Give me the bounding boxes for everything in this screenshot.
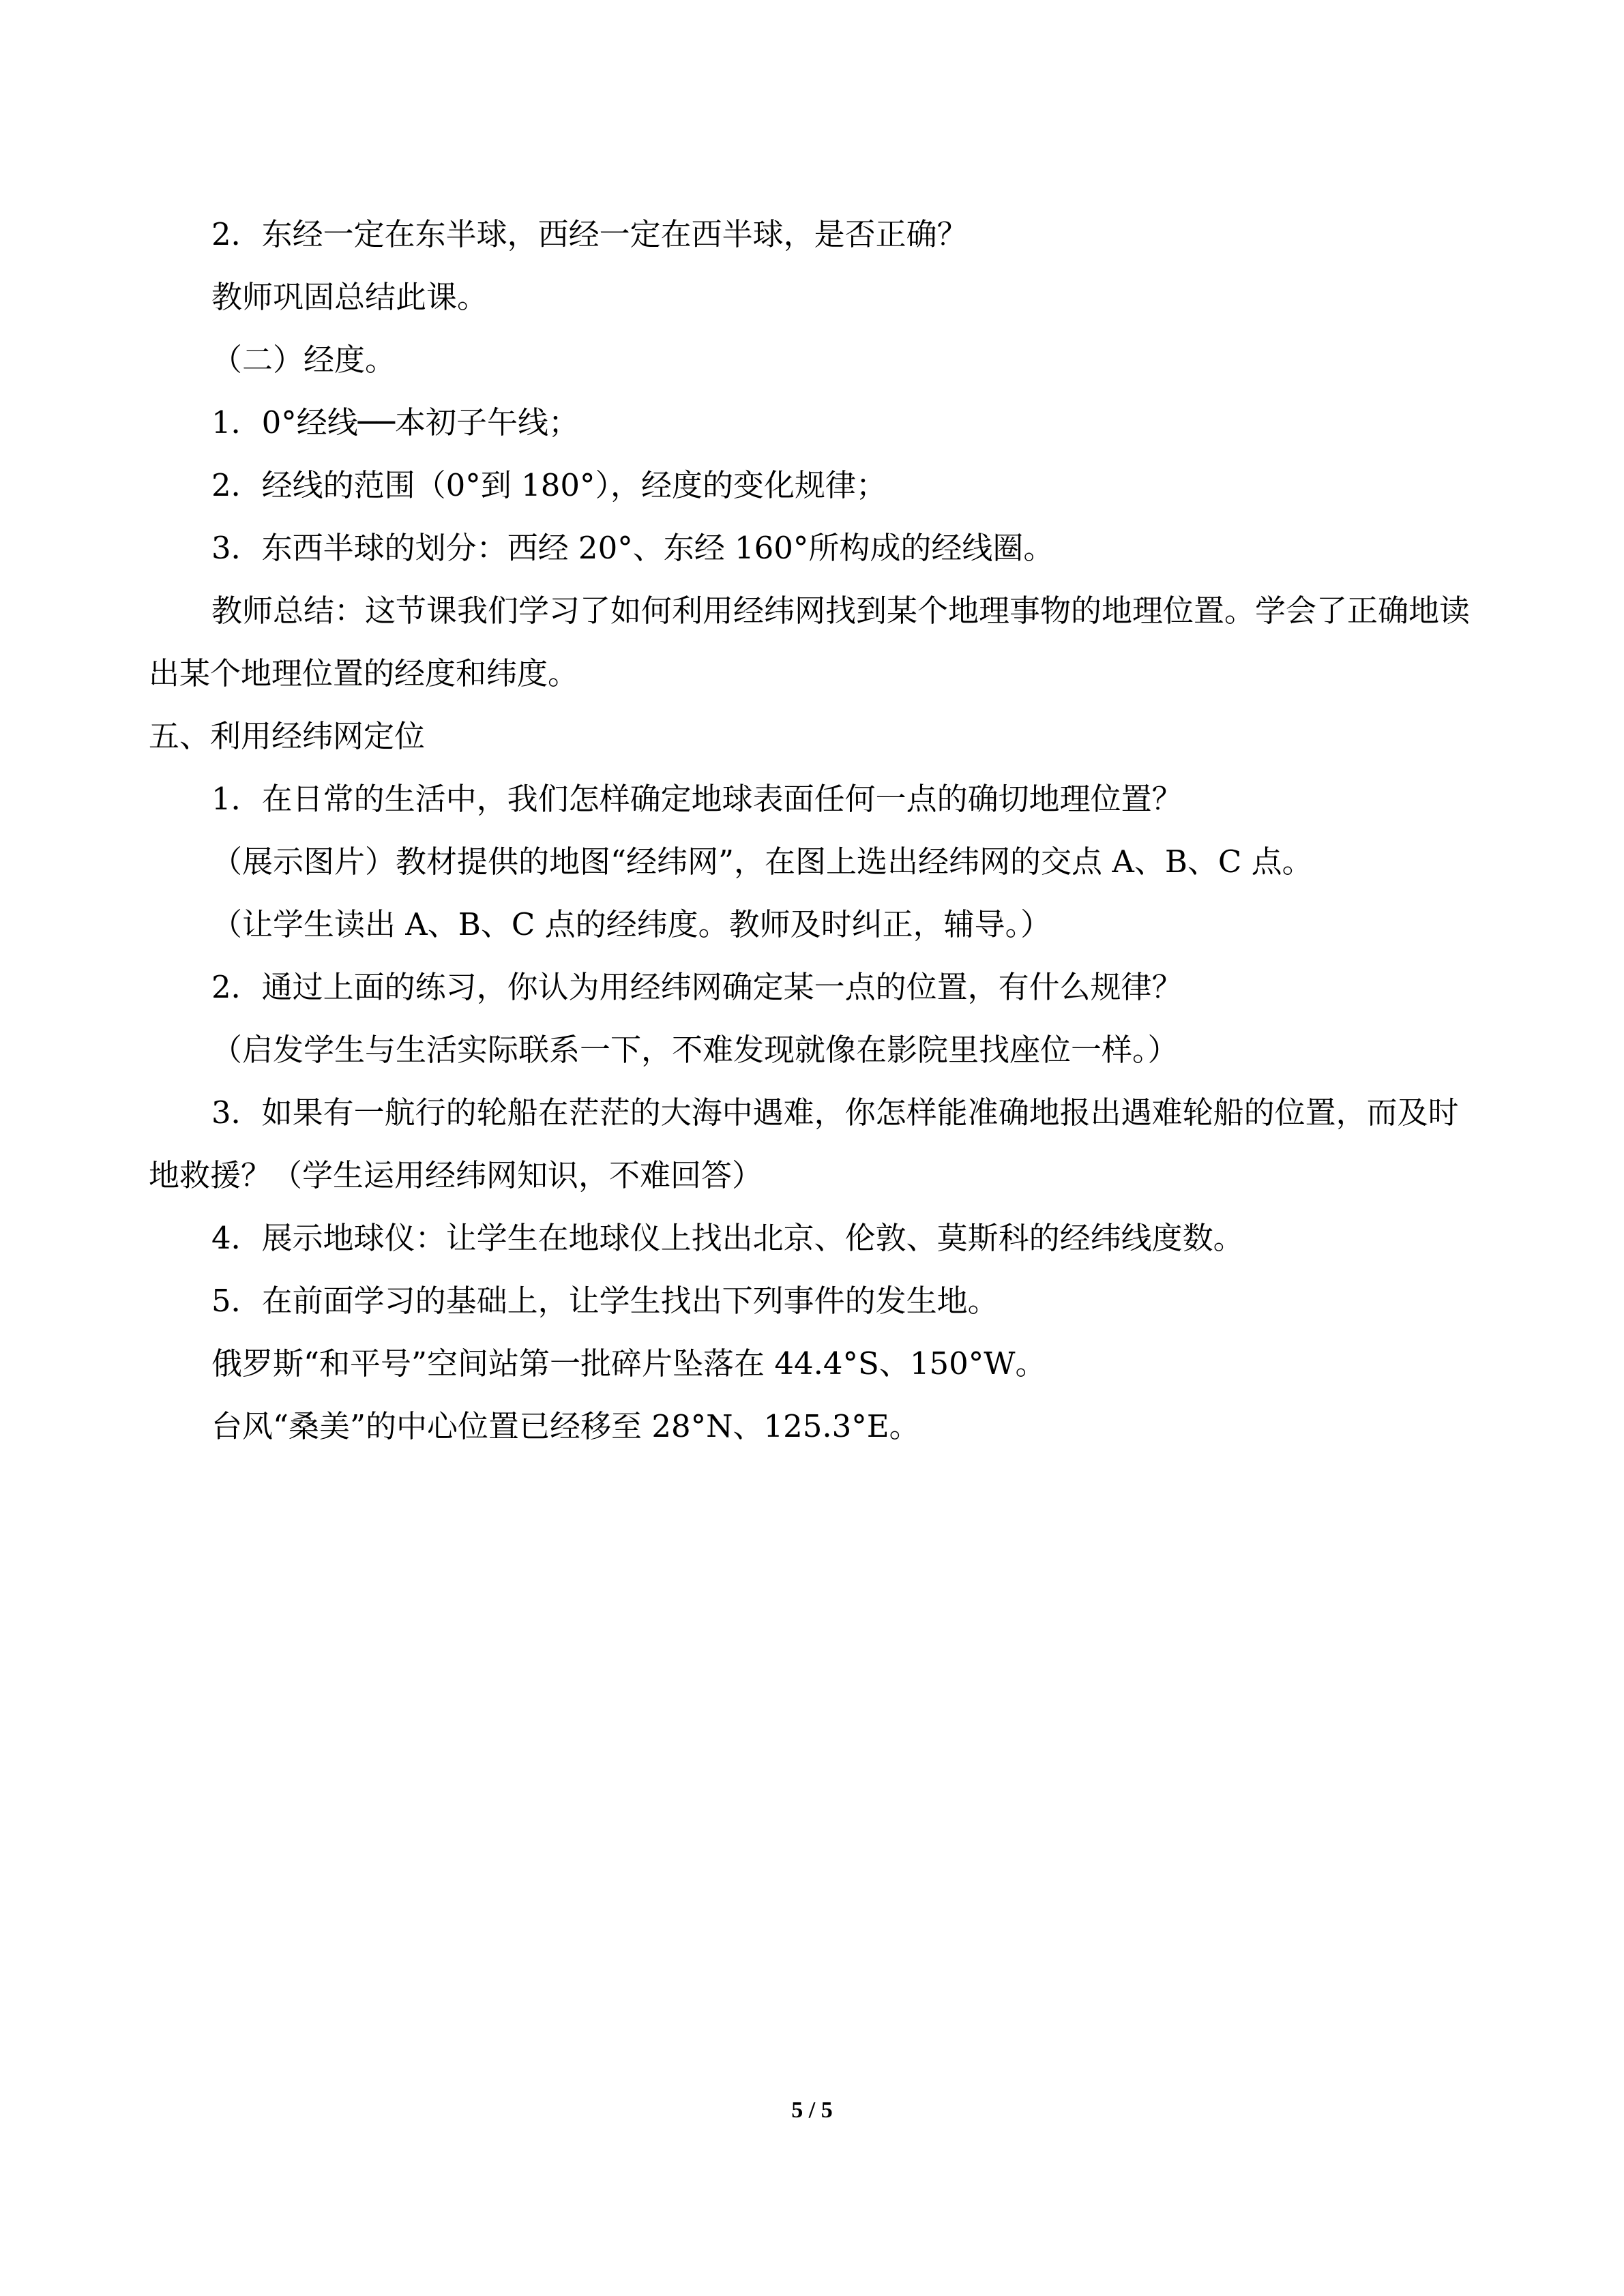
- paragraph-longitude-heading: （二）经度。: [211, 342, 396, 378]
- paragraph-inspire-students: （启发学生与生活实际联系一下，不难发现就像在影院里找座位一样。）: [211, 1032, 1179, 1068]
- paragraph-teacher-conclusion: 教师总结：这节课我们学习了如何利用经纬网找到某个地理事物的地理位置。学会了正确地读出某个地理位置的经度和纬度。: [149, 593, 1471, 691]
- paragraph-longitude-2: 2．经线的范围（0°到 180°），经度的变化规律；: [211, 467, 887, 503]
- paragraph-locate-2: 2．通过上面的练习，你认为用经纬网确定某一点的位置，有什么规律？: [211, 969, 1183, 1005]
- paragraph-locate-4: 4．展示地球仪：让学生在地球仪上找出北京、伦敦、莫斯科的经纬线度数。: [211, 1220, 1244, 1256]
- paragraph-locate-3: 3．如果有一航行的轮船在茫茫的大海中遇难，你怎样能准确地报出遇难轮船的位置，而及时地救援？（学生运用经纬网知识，不难回答）: [149, 1094, 1459, 1193]
- paragraph-locate-1: 1．在日常的生活中，我们怎样确定地球表面任何一点的确切地理位置？: [211, 781, 1183, 817]
- paragraph-longitude-3: 3．东西半球的划分：西经 20°、东经 160°所构成的经线圈。: [211, 530, 1054, 566]
- paragraph-longitude-1: 1．0°经线──本初子午线；: [211, 404, 579, 441]
- paragraph-typhoon: 台风“桑美”的中心位置已经移至 28°N、125.3°E。: [211, 1408, 920, 1444]
- paragraph-read-coordinates: （让学生读出 A、B、C 点的经纬度。教师及时纠正，辅导。）: [211, 906, 1052, 942]
- paragraph-locate-5: 5．在前面学习的基础上，让学生找出下列事件的发生地。: [211, 1283, 999, 1319]
- paragraph-show-picture: （展示图片）教材提供的地图“经纬网”，在图上选出经纬网的交点 A、B、C 点。: [211, 844, 1313, 880]
- section-heading-5: 五、利用经纬网定位: [149, 718, 426, 754]
- paragraph-teacher-summary-lesson: 教师巩固总结此课。: [211, 279, 488, 315]
- page-number: 5 / 5: [791, 2098, 833, 2123]
- document-body: [149, 203, 1486, 1458]
- paragraph-question-2: 2．东经一定在东半球，西经一定在西半球，是否正确？: [211, 216, 968, 252]
- paragraph-mir-station: 俄罗斯“和平号”空间站第一批碎片坠落在 44.4°S、150°W。: [211, 1345, 1046, 1382]
